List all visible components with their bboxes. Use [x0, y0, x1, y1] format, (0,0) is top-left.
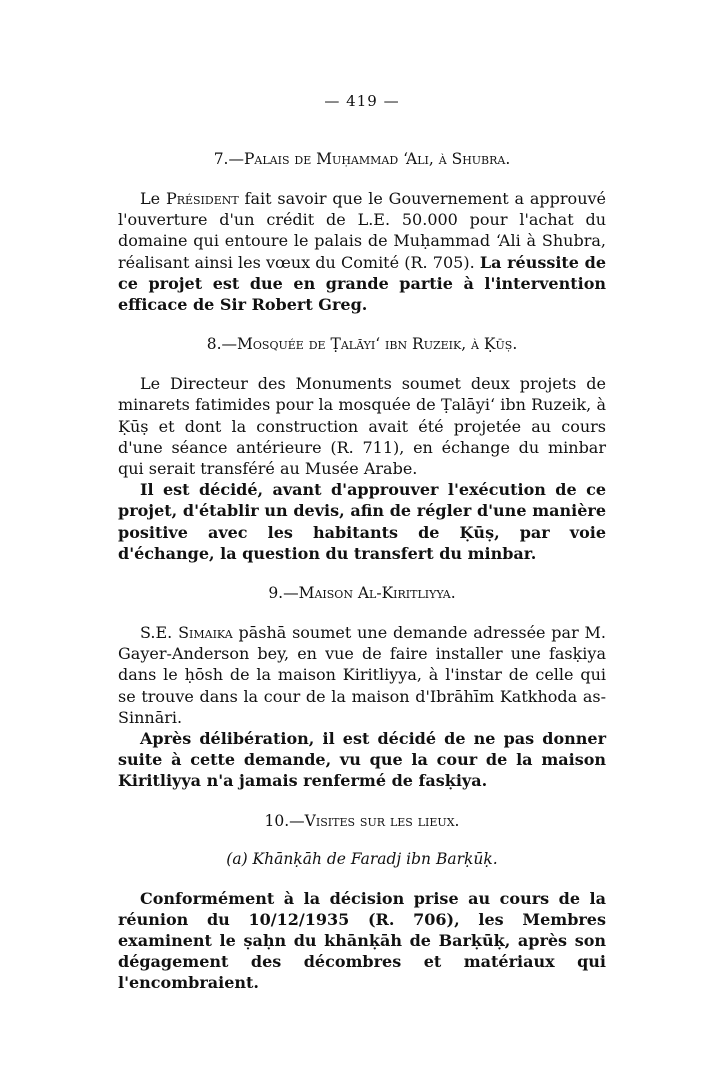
section-7-paragraph [118, 188, 606, 315]
section-9-text: pāshā soumet une demande adressée par M. Gayer-Anderson bey, en vue de faire installer une fasḳiya dans le ḥōsh de la maison Kiritliyya, à l'instar de celle qui se trouve dans la cour de la maison d'Ibrāhīm Katkhoda as-Sinnāri. [118, 623, 607, 727]
section-8-paragraph-1: Le Directeur des Monuments soumet deux projets de minarets fatimides pour la mosquée de Ṭalāyi‘ ibn Ruzeik, à Ḳūṣ et dont la construction avait été projetée au cours d'une séance antérieure (R. 711), en échange du minbar qui serait transféré au Musée Arabe. [118, 374, 606, 479]
section-10-subheading: (a) Khānḳāh de Faradj ibn Barḳūḳ. [226, 849, 498, 868]
section-7-text: fait savoir que le Gouvernement a approuvé l'ouverture d'un crédit de L.E. 50.000 pour l'achat du domaine qui entoure le palais de Muḥammad ‘Ali à Shubra, réalisant ainsi les vœux du Comité (R. 705). [118, 189, 607, 272]
document-page [118, 92, 606, 1014]
section-7-heading: 7.—Palais de Muḥammad ‘Ali, à Shubra. [213, 150, 511, 168]
section-9-paragraph-2: Après délibération, il est décidé de ne pas donner suite à cette demande, vu que la cour de la maison Kiritliyya n'a jamais renfermé de fasḳiya. [118, 729, 606, 791]
section-10-paragraph: Conformément à la décision prise au cours de la réunion du 10/12/1935 (R. 706), les Membres examinent le ṣaḥn du khānḳāh de Barḳūḳ, après son dégagement des décombres et matériaux qui l'encombraient. [118, 888, 606, 993]
section-10-body [118, 888, 606, 994]
section-10-heading: 10.—Visites sur les lieux. [264, 811, 460, 830]
page-number: — 419 — [324, 92, 400, 110]
section-7-body [118, 188, 606, 315]
section-9-lead: S.E. [140, 623, 179, 643]
section-9-heading: 9.—Maison Al-Kiritliyya. [268, 584, 456, 603]
section-9-body [118, 622, 606, 792]
section-7-lead: Le [140, 189, 166, 208]
section-8-body [118, 373, 606, 564]
section-9-paragraph-1 [118, 622, 606, 728]
simaika-name: Simaika [178, 623, 233, 643]
section-7-bold-text: La réussite de ce projet est due en grande partie à l'intervention efficace de Sir Robert Greg. [118, 252, 606, 315]
president-label: Président [165, 189, 239, 208]
section-8-paragraph-2: Il est décidé, avant d'approuver l'exécution de ce projet, d'établir un devis, afin de régler d'une manière positive avec les habitants de Ḳūṣ, par voie d'échange, la question du transfert du minbar. [118, 480, 606, 563]
section-8-heading: 8.—Mosquée de Ṭalāyi‘ ibn Ruzeik, à Ḳūṣ. [206, 335, 518, 354]
